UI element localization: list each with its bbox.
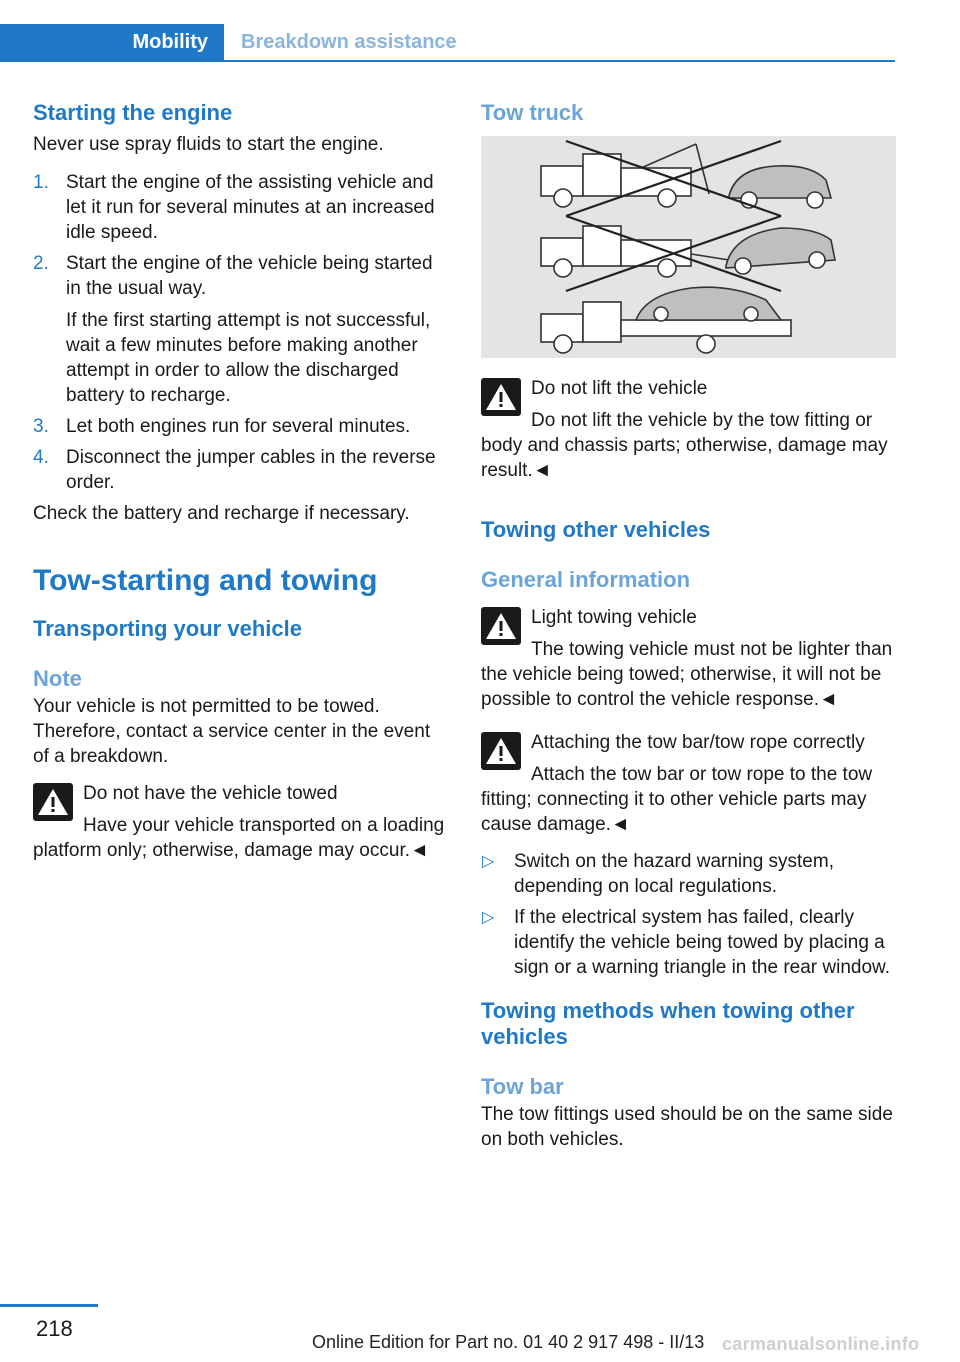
tab-breakdown-assistance[interactable]: Breakdown assistance [241,30,457,53]
step-text: Let both engines run for several minutes. [66,416,411,437]
warning-text: Do not lift the vehicle by the tow fitting or body and chassis parts; otherwise, damage may result.◄ [481,410,888,481]
step-number: 2. [33,253,49,274]
bullet-text: Switch on the hazard warning system, depending on local regulations. [514,851,834,897]
warning-title: Do not have the vehicle towed [83,783,338,804]
towing-bullets [481,849,896,980]
heading-towing-other: Towing other vehicles [481,517,711,542]
header-bar [0,24,895,62]
left-column [33,100,449,870]
heading-tow-bar: Tow bar [481,1074,564,1099]
heading-tow-starting: Tow-starting and towing [33,564,378,597]
step-number: 1. [33,172,49,193]
warning-triangle-icon [33,783,73,821]
warning-text: The towing vehicle must not be lighter than the vehicle being towed; otherwise, it will not be possible to control the vehicle response.◄ [481,639,893,710]
list-item [33,251,449,408]
steps-list [33,170,449,495]
bullet-text: If the electrical system has failed, clearly identify the vehicle being towed by placing a sign or a warning triangle in the rear window. [514,907,890,978]
heading-starting-engine: Starting the engine [33,100,233,125]
warning-text: Attach the tow bar or tow rope to the tow fitting; connecting it to other vehicle parts may cause damage.◄ [481,764,873,835]
step-number: 3. [33,416,49,437]
step-text: Disconnect the jumper cables in the reverse order. [66,447,436,493]
warning-triangle-icon [481,607,521,645]
paragraph-check-battery: Check the battery and recharge if necessary. [33,503,410,524]
heading-note: Note [33,666,82,691]
edition-note: Online Edition for Part no. 01 40 2 917 498 - II/13 [312,1332,705,1352]
tab-mobility[interactable]: Mobility [0,24,224,60]
step-text: Start the engine of the vehicle being started in the usual way. [66,253,433,299]
list-item [481,849,896,899]
footer-rule [0,1304,98,1307]
warning-box [481,376,896,483]
warning-box [481,605,896,712]
paragraph-never: Never use spray fluids to start the engine. [33,134,384,155]
step-subtext: If the first starting attempt is not successful, wait a few minutes before making another attempt in order to allow the discharged battery to recharge. [66,310,431,406]
heading-general-information: General information [481,567,691,592]
warning-title: Light towing vehicle [531,607,697,628]
page-number: 218 [36,1316,73,1341]
warning-triangle-icon [481,378,521,416]
warning-title: Do not lift the vehicle [531,378,708,399]
paragraph-note: Your vehicle is not permitted to be towed. Therefore, contact a service center in the event of a breakdown. [33,696,431,767]
list-item [33,170,449,245]
tow-truck-illustration [481,136,896,358]
heading-towing-methods: Towing methods when towing other vehicles [481,998,855,1049]
warning-box [33,781,449,863]
heading-tow-truck: Tow truck [481,100,584,125]
bullet-triangle-icon: ▷ [482,853,495,870]
right-column [481,100,896,1152]
paragraph-tow-bar: The tow fittings used should be on the same side on both vehicles. [481,1104,893,1150]
warning-box [481,730,896,837]
bullet-triangle-icon: ▷ [482,909,495,926]
warning-text: Have your vehicle transported on a loading platform only; otherwise, damage may occur.◄ [33,815,445,861]
list-item [33,445,449,495]
warning-triangle-icon [481,732,521,770]
step-text: Start the engine of the assisting vehicle and let it run for several minutes at an increased idle speed. [66,172,435,243]
list-item [481,905,896,980]
list-item [33,414,449,439]
warning-title: Attaching the tow bar/tow rope correctly [531,732,865,753]
step-number: 4. [33,447,49,468]
watermark: carmanualsonline.info [722,1334,920,1354]
heading-transporting: Transporting your vehicle [33,616,302,641]
